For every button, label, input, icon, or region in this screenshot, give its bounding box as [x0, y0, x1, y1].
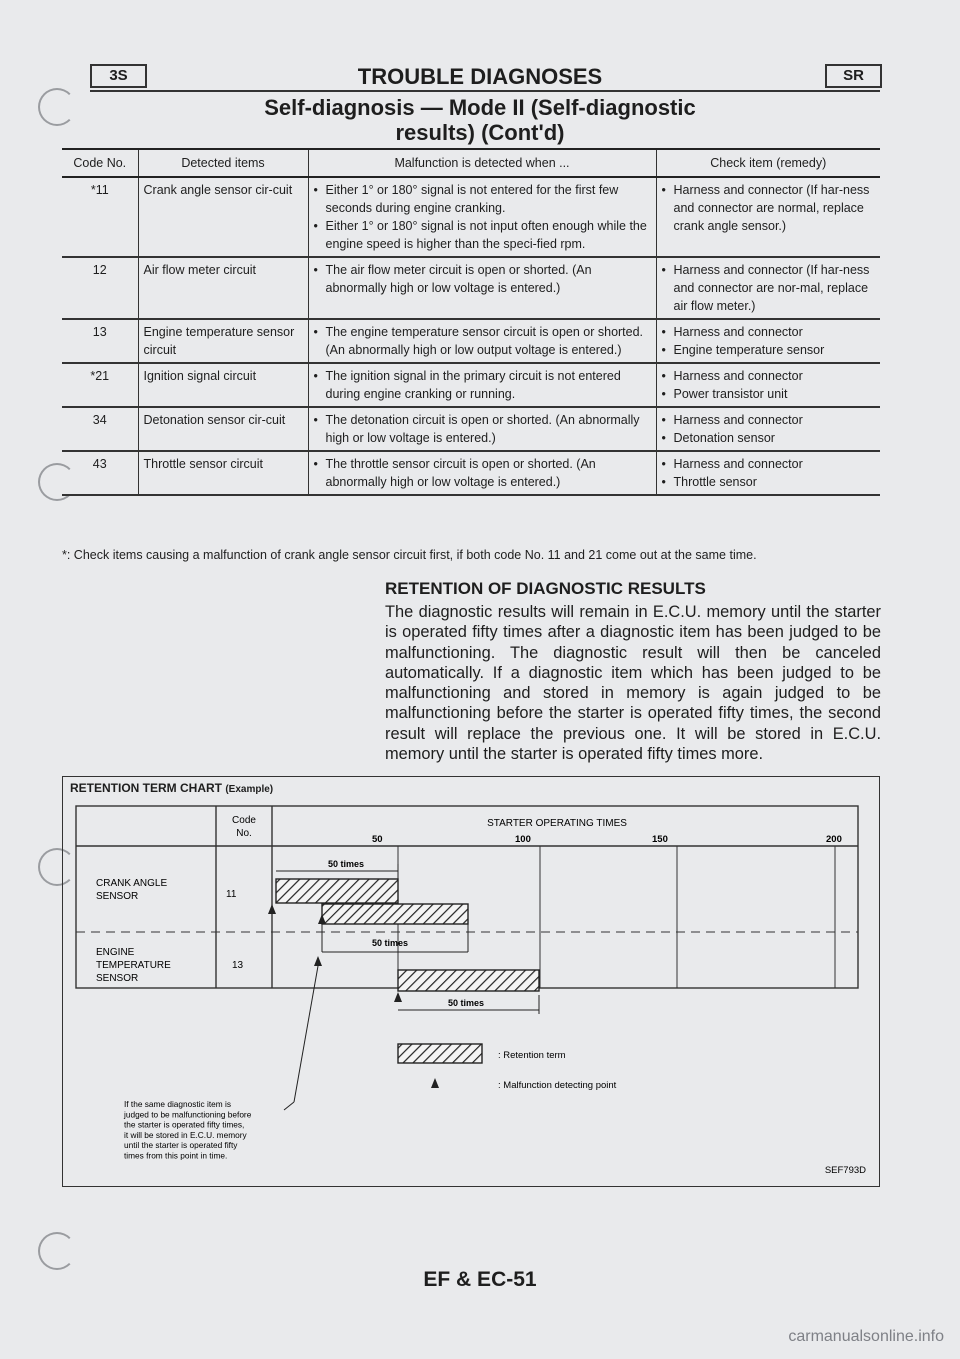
axis-tick-label: 100: [515, 834, 531, 845]
check-bullet: • Power transistor unit: [662, 385, 876, 403]
row-code: 13: [62, 319, 138, 363]
row-detected-item: Throttle sensor circuit: [138, 451, 308, 495]
check-bullet: • Harness and connector: [662, 323, 876, 341]
note-pointer-line: [284, 1102, 294, 1110]
sensor2-label-1: ENGINE: [96, 947, 135, 958]
code-header-1: Code: [232, 815, 256, 826]
row-detected-item: Detonation sensor cir-cuit: [138, 407, 308, 451]
note-line: the starter is operated fifty times,: [124, 1119, 245, 1130]
row-code: 34: [62, 407, 138, 451]
span-label-3: 50 times: [448, 998, 485, 1008]
section-tab-right: SR: [825, 64, 882, 88]
check-bullet: • Harness and connector (If har-ness and connector are normal, replace crank angle sensor.): [662, 181, 876, 235]
sensor2-label-3: SENSOR: [96, 973, 139, 984]
header-detected: Detected items: [138, 149, 308, 177]
code-header-2: No.: [236, 828, 252, 839]
sensor2-code: 13: [232, 960, 244, 971]
retention-heading: RETENTION OF DIAGNOSTIC RESULTS: [385, 579, 706, 598]
sensor1-label-1: CRANK ANGLE: [96, 878, 168, 889]
chart-grid-frame: [76, 806, 858, 988]
subtitle-line-2: results) (Cont'd): [395, 120, 565, 145]
malfunction-point-marker: [268, 904, 276, 914]
page-title: TROUBLE DIAGNOSES: [357, 64, 603, 89]
header-malfunction: Malfunction is detected when ...: [308, 149, 656, 177]
subtitle-line-1: Self-diagnosis — Mode II (Self-diagnostic: [264, 95, 696, 120]
check-bullet: • Harness and connector (If har-ness and connector are nor-mal, replace air flow meter.): [662, 261, 876, 315]
section-tab-left: 3S: [90, 64, 147, 88]
sensor1-code: 11: [226, 889, 237, 900]
watermark: carmanualsonline.info: [788, 1328, 944, 1345]
row-detected-item: Air flow meter circuit: [138, 257, 308, 319]
malfunction-bullet: • Either 1° or 180° signal is not input often enough while the engine speed is higher than the speci-fied rpm.: [314, 217, 651, 253]
note-line: it will be stored in E.C.U. memory: [124, 1129, 247, 1140]
axis-ticks: [372, 834, 842, 845]
retention-bar-crank-2: [322, 904, 468, 924]
note-line: judged to be malfunctioning before: [124, 1109, 252, 1120]
header-check: Check item (remedy): [656, 149, 880, 177]
sensor2-label-2: TEMPERATURE: [96, 960, 171, 971]
malfunction-bullet: • The engine temperature sensor circuit is open or shorted. (An abnormally high or low output voltage is entered.): [314, 323, 651, 359]
note-line: If the same diagnostic item is: [124, 1099, 231, 1109]
span-label-1: 50 times: [328, 859, 365, 869]
row-detected-item: Engine temperature sensor circuit: [138, 319, 308, 363]
row-code: 12: [62, 257, 138, 319]
malfunction-bullet: • The detonation circuit is open or shorted. (An abnormally high or low voltage is entered.): [314, 411, 651, 447]
legend-marker-icon: [431, 1078, 439, 1088]
malfunction-bullet: • The ignition signal in the primary circuit is not entered during engine cranking or running.: [314, 367, 651, 403]
note-pointer-line: [294, 966, 318, 1102]
check-bullet: • Throttle sensor: [662, 473, 876, 491]
retention-bar-engine: [398, 970, 539, 991]
malfunction-point-marker: [394, 992, 402, 1002]
row-code: 43: [62, 451, 138, 495]
note-line: times from this point in time.: [124, 1150, 228, 1161]
chart-title-suffix: (Example): [225, 784, 274, 795]
check-bullet: • Harness and connector: [662, 455, 876, 473]
chart-title-text: RETENTION TERM CHART: [70, 781, 222, 795]
page-number: EF & EC-51: [423, 1268, 537, 1291]
check-bullet: • Harness and connector: [662, 367, 876, 385]
check-bullet: • Engine temperature sensor: [662, 341, 876, 359]
retention-paragraph: The diagnostic results will remain in E.C.U. memory until the starter is operated fifty times after a diagnostic item has been judged to be malfunctioning. The diagnostic result will then be canceled automatically. If a diagnostic item which has been judged to be malfunctioning and stored in memory is again judged to be malfunctioning before the starter is operated fifty times, the second result will replace the previous one. It will be stored in E.C.U. memory until the starter is operated fifty times more.: [385, 603, 881, 764]
table-footnote: *: Check items causing a malfunction of crank angle sensor circuit first, if both code No. 11 and 21 come out at the same time.: [62, 548, 757, 562]
axis-tick-label: 50: [372, 834, 383, 845]
sensor1-label-2: SENSOR: [96, 891, 139, 902]
row-detected-item: Ignition signal circuit: [138, 363, 308, 407]
row-detected-item: Crank angle sensor cir-cuit: [138, 177, 308, 257]
malfunction-point-marker: [314, 956, 322, 966]
header-code: Code No.: [62, 149, 138, 177]
legend-malfunction-label: : Malfunction detecting point: [498, 1080, 617, 1091]
axis-tick-label: 150: [652, 834, 668, 845]
check-bullet: • Harness and connector: [662, 411, 876, 429]
retention-bar-crank-1: [276, 879, 398, 903]
check-bullet: • Detonation sensor: [662, 429, 876, 447]
row-code: *11: [62, 177, 138, 257]
malfunction-bullet: • Either 1° or 180° signal is not entered for the first few seconds during engine cranking.: [314, 181, 651, 217]
span-label-2: 50 times: [372, 938, 409, 948]
legend-retention-label: : Retention term: [498, 1050, 566, 1061]
axis-title: STARTER OPERATING TIMES: [487, 818, 627, 829]
malfunction-bullet: • The air flow meter circuit is open or shorted. (An abnormally high or low voltage is entered.): [314, 261, 651, 297]
row-code: *21: [62, 363, 138, 407]
chart-note: [123, 1099, 252, 1161]
figure-id: SEF793D: [824, 1165, 866, 1176]
note-line: until the starter is operated fifty: [124, 1140, 238, 1151]
legend-hatch-swatch: [398, 1044, 482, 1063]
malfunction-bullet: • The throttle sensor circuit is open or shorted. (An abnormally high or low voltage is entered.): [314, 455, 651, 491]
axis-tick-label: 200: [826, 834, 842, 845]
